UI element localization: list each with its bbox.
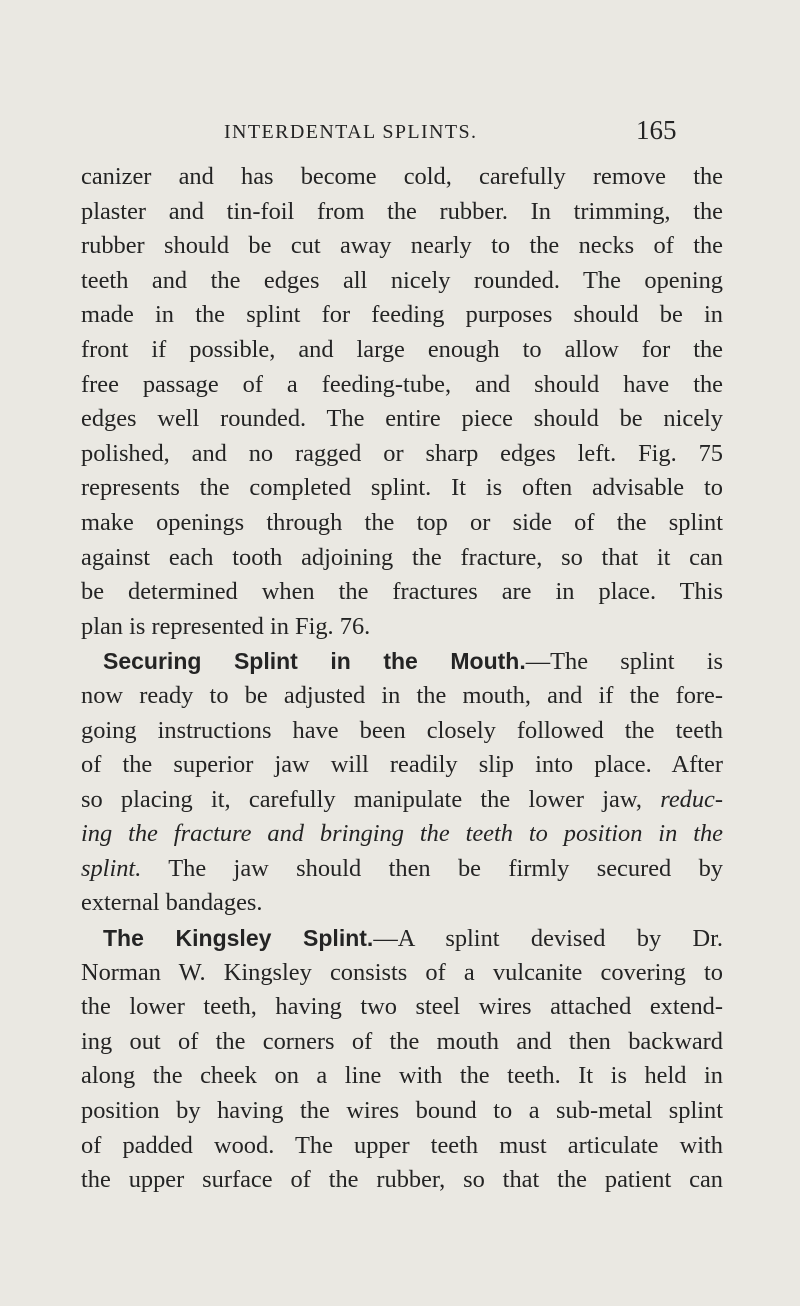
text-line: going instructions have been closely followed the teeth bbox=[81, 716, 723, 744]
text-line: plaster and tin-foil from the rubber. In trimming, the bbox=[81, 197, 723, 225]
section-heading-kingsley-splint: The Kingsley Splint. bbox=[103, 925, 374, 952]
italic-run: ing the fracture and bringing the teeth to position in the bbox=[81, 820, 723, 848]
text-line: the lower teeth, having two steel wires attached extend- bbox=[81, 993, 723, 1021]
text-line bbox=[81, 783, 723, 818]
text-line: external bandages. bbox=[81, 889, 263, 917]
text-line: polished, and no ragged or sharp edges left. Fig. 75 bbox=[81, 439, 723, 467]
text-line: edges well rounded. The entire piece should be nicely bbox=[81, 405, 723, 433]
text-line: be determined when the fractures are in place. This bbox=[81, 578, 723, 606]
running-title: INTERDENTAL SPLINTS. bbox=[224, 121, 478, 143]
text-line: canizer and has become cold, carefully remove the bbox=[81, 163, 723, 190]
italic-run: splint. bbox=[81, 854, 142, 882]
text-line: of the superior jaw will readily slip into place. After bbox=[81, 751, 723, 779]
text-line: of padded wood. The upper teeth must articulate with bbox=[81, 1131, 723, 1159]
running-head bbox=[0, 111, 800, 151]
text-line: rubber should be cut away nearly to the necks of the bbox=[81, 232, 723, 260]
text-line bbox=[81, 817, 723, 852]
section-heading-securing-splint: Securing Splint in the Mouth. bbox=[103, 648, 526, 675]
text-line: teeth and the edges all nicely rounded. The opening bbox=[81, 266, 723, 294]
text-line bbox=[81, 852, 723, 887]
text-line: make openings through the top or side of the splint bbox=[81, 508, 723, 536]
page-number: 165 bbox=[636, 115, 677, 145]
text-line: free passage of a feeding-tube, and should have the bbox=[81, 370, 723, 398]
text-line: Norman W. Kingsley consists of a vulcanite covering to bbox=[81, 958, 723, 986]
body-text bbox=[81, 160, 723, 1198]
text-line bbox=[81, 921, 723, 956]
text-line: represents the completed splint. It is often advisable to bbox=[81, 474, 723, 502]
text-line: position by having the wires bound to a sub-metal splint bbox=[81, 1097, 723, 1125]
text-run: so placing it, carefully manipulate the lower jaw, bbox=[81, 785, 661, 813]
text-line: along the cheek on a line with the teeth. It is held in bbox=[81, 1062, 723, 1090]
text-line: against each tooth adjoining the fracture, so that it can bbox=[81, 543, 723, 571]
text-line: plan is represented in Fig. 76. bbox=[81, 612, 371, 640]
text-line: front if possible, and large enough to allow for the bbox=[81, 335, 723, 363]
italic-run: reduc- bbox=[660, 785, 723, 813]
text-run: The jaw should then be firmly secured by bbox=[141, 854, 723, 882]
text-run: —A splint devised by Dr. bbox=[373, 925, 723, 953]
text-line: made in the splint for feeding purposes should be in bbox=[81, 301, 723, 329]
text-line: ing out of the corners of the mouth and then backward bbox=[81, 1027, 723, 1055]
text-run: —The splint is bbox=[525, 648, 723, 676]
text-line: the upper surface of the rubber, so that the patient can bbox=[81, 1166, 723, 1194]
text-line: now ready to be adjusted in the mouth, and if the fore- bbox=[81, 681, 723, 709]
text-line bbox=[81, 644, 723, 679]
